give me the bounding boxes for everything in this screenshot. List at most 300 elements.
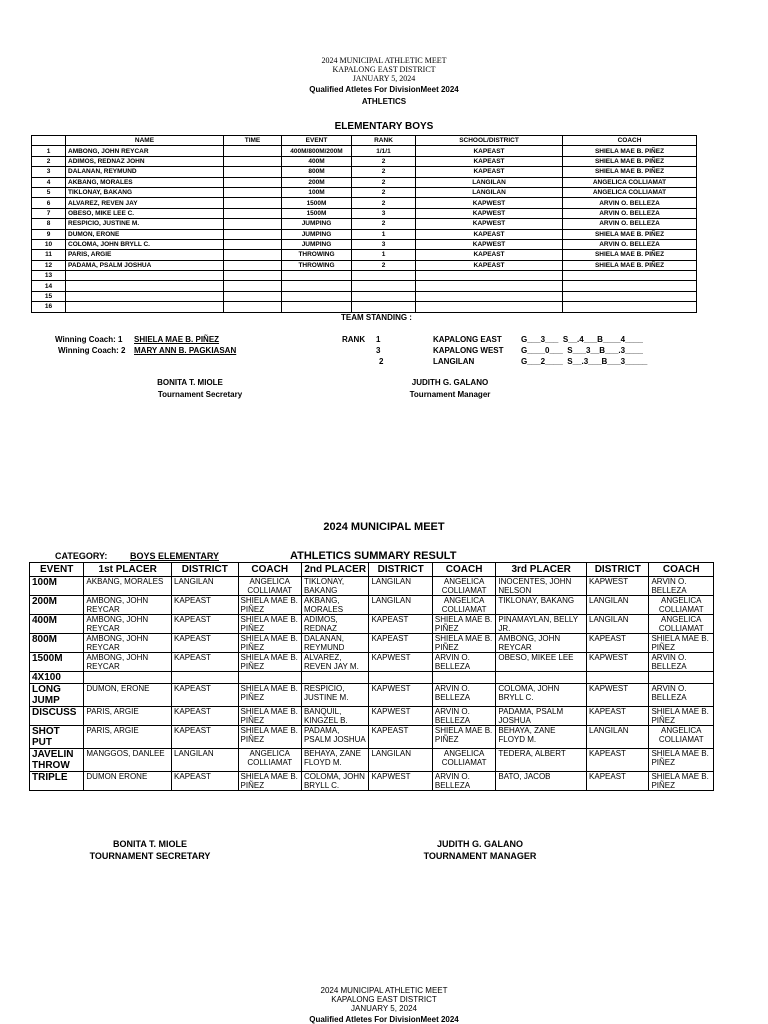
cell-time [224,291,282,301]
cell-school: KAPWEST [416,208,563,218]
cell-d1: LANGILAN [172,749,238,772]
cell-no: 14 [32,281,66,291]
cell-name [66,271,224,281]
cell-time [224,187,282,197]
cell-p1: DUMON, ERONE [84,684,172,707]
cell-rank: 3 [352,239,416,249]
cell-coach [563,302,697,312]
cell-rank: 2 [352,219,416,229]
cell-coach: ARVIN O. BELLEZA [563,198,697,208]
cell-rank: 2 [352,167,416,177]
cell-d3: KAPEAST [587,707,649,726]
column-header: DISTRICT [587,563,649,577]
cell-time [224,198,282,208]
cell-time [224,229,282,239]
cell-name: PADAMA, PSALM JOSHUA [66,260,224,270]
cell-coach: SHIELA MAE B. PIÑEZ [563,250,697,260]
cell-event: 1500M [30,653,84,672]
cell-c1: SHIELA MAE B. PIÑEZ [238,653,301,672]
cell-p3: PADAMA, PSALM JOSHUA [496,707,587,726]
cell-d3 [587,672,649,684]
cell-c1: SHIELA MAE B. PIÑEZ [238,772,301,791]
cell-name: TIKLONAY, BAKANG [66,187,224,197]
summary-secretary-name: BONITA T. MIOLE [113,839,187,849]
cell-name: OBESO, MIKE LEE C. [66,208,224,218]
cell-c2: ANGELICA COLLIAMAT [432,577,495,596]
cell-p2: TIKLONAY, BAKANG [301,577,368,596]
summary-header-row [30,563,714,577]
cell-event: JUMPING [282,219,352,229]
cell-event: TRIPLE [30,772,84,791]
footer-line-2: KAPALONG EAST DISTRICT [331,995,437,1004]
section1-title: ELEMENTARY BOYS [334,121,434,132]
column-header: 1st PLACER [84,563,172,577]
cell-event: 1500M [282,198,352,208]
summary-secretary-title: TOURNAMENT SECRETARY [89,851,211,861]
column-header: COACH [649,563,714,577]
cell-rank: 2 [352,187,416,197]
cell-coach: ARVIN O. BELLEZA [563,208,697,218]
cell-no: 1 [32,146,66,156]
cell-rank [352,291,416,301]
cell-event: 800M [30,634,84,653]
table-row [32,260,697,270]
cell-p1: PARIS, ARGIE [84,726,172,749]
column-header: NAME [66,136,224,146]
header-line-5: ATHLETICS [361,97,407,106]
section2-subtitle: ATHLETICS SUMMARY RESULT [290,550,457,562]
cell-school: KAPEAST [416,260,563,270]
cell-p1: AKBANG, MORALES [84,577,172,596]
table-row [32,198,697,208]
cell-event: SHOT PUT [30,726,84,749]
cell-coach: SHIELA MAE B. PIÑEZ [563,167,697,177]
cell-p1: MANGGOS, DANLEE [84,749,172,772]
cell-no: 16 [32,302,66,312]
table-row [30,749,714,772]
cell-school [416,291,563,301]
cell-name: RESPICIO, JUSTINE M. [66,219,224,229]
cell-c3: SHIELA MAE B. PIÑEZ [649,772,714,791]
table-row [30,653,714,672]
cell-d3: KAPWEST [587,653,649,672]
cell-school: LANGILAN [416,177,563,187]
rank-label: RANK [342,335,366,344]
cell-rank: 1/1/1 [352,146,416,156]
cell-p3: TEDERA, ALBERT [496,749,587,772]
winning-coach-2: MARY ANN B. PAGKIASAN [134,346,237,355]
cell-c1: SHIELA MAE B. PIÑEZ [238,615,301,634]
cell-c1: SHIELA MAE B. PIÑEZ [238,707,301,726]
cell-name [66,302,224,312]
cell-d2: LANGILAN [369,596,432,615]
standing-team: KAPALONG WEST [433,346,504,355]
cell-p2: PADAMA, PSALM JOSHUA [301,726,368,749]
cell-p3: TIKLONAY, BAKANG [496,596,587,615]
footer-line-4: Qualified Atletes For DivisionMeet 2024 [309,1015,459,1024]
column-header-no [32,136,66,146]
cell-school [416,271,563,281]
cell-time [224,177,282,187]
cell-c1: SHIELA MAE B. PIÑEZ [238,684,301,707]
cell-coach: SHIELA MAE B. PIÑEZ [563,229,697,239]
cell-event [282,271,352,281]
cell-no: 10 [32,239,66,249]
cell-p1: AMBONG, JOHN REYCAR [84,596,172,615]
cell-c1 [238,672,301,684]
cell-no: 5 [32,187,66,197]
cell-c2: ARVIN O. BELLEZA [432,707,495,726]
manager-title: Tournament Manager [409,390,491,399]
cell-school: KAPEAST [416,146,563,156]
cell-rank: 2 [352,198,416,208]
table-row [32,177,697,187]
standing-medals: G___2____ S__.3___B___3_____ [521,357,648,366]
cell-d3: LANGILAN [587,596,649,615]
footer-line-3: JANUARY 5, 2024 [351,1004,417,1013]
cell-event: 800M [282,167,352,177]
cell-rank [352,271,416,281]
cell-p1: AMBONG, JOHN REYCAR [84,634,172,653]
cell-p2: AKBANG, MORALES [301,596,368,615]
table-row [32,250,697,260]
table-row [30,772,714,791]
cell-c2 [432,672,495,684]
cell-d2: KAPEAST [369,726,432,749]
cell-d3: KAPEAST [587,772,649,791]
cell-p1: AMBONG, JOHN REYCAR [84,653,172,672]
cell-school: KAPWEST [416,239,563,249]
summary-manager-title: TOURNAMENT MANAGER [423,851,537,861]
cell-name: AMBONG, JOHN REYCAR [66,146,224,156]
cell-no: 8 [32,219,66,229]
cell-name [66,291,224,301]
cell-name: DALANAN, REYMUND [66,167,224,177]
cell-school [416,302,563,312]
column-header: COACH [238,563,301,577]
cell-c2: ARVIN O. BELLEZA [432,684,495,707]
cell-d2: KAPEAST [369,634,432,653]
cell-name: COLOMA, JOHN BRYLL C. [66,239,224,249]
cell-school: KAPEAST [416,167,563,177]
standing-medals: G___3___ S__.4___B____4____ [521,335,643,344]
summary-result-table [29,562,714,791]
column-header: SCHOOL/DISTRICT [416,136,563,146]
cell-no: 7 [32,208,66,218]
cell-coach: SHIELA MAE B. PIÑEZ [563,156,697,166]
cell-school [416,281,563,291]
cell-coach [563,291,697,301]
cell-c3: ARVIN O. BELLEZA [649,684,714,707]
cell-d1: KAPEAST [172,596,238,615]
cell-d1: KAPEAST [172,726,238,749]
column-header: DISTRICT [172,563,238,577]
winning-coach-1-label: Winning Coach: 1 [55,335,123,344]
cell-c3: SHIELA MAE B. PIÑEZ [649,634,714,653]
cell-rank: 1 [352,250,416,260]
cell-no: 4 [32,177,66,187]
cell-d2: KAPWEST [369,653,432,672]
table-row [30,684,714,707]
cell-time [224,260,282,270]
cell-school: KAPWEST [416,198,563,208]
cell-coach: ARVIN O. BELLEZA [563,219,697,229]
table-row [32,146,697,156]
cell-school: KAPWEST [416,219,563,229]
cell-p2: ALVAREZ, REVEN JAY M. [301,653,368,672]
cell-d2: LANGILAN [369,577,432,596]
cell-coach: SHIELA MAE B. PIÑEZ [563,146,697,156]
cell-c3: SHIELA MAE B. PIÑEZ [649,707,714,726]
cell-event: 400M [282,156,352,166]
cell-no: 11 [32,250,66,260]
table-row [30,615,714,634]
cell-d1: KAPEAST [172,684,238,707]
cell-c2: SHIELA MAE B. PIÑEZ [432,615,495,634]
cell-time [224,146,282,156]
cell-d2: LANGILAN [369,749,432,772]
cell-event [282,302,352,312]
cell-event: 400M [30,615,84,634]
column-header: 2nd PLACER [301,563,368,577]
cell-c3: ARVIN O. BELLEZA [649,577,714,596]
cell-name: DUMON, ERONE [66,229,224,239]
cell-rank: 2 [352,156,416,166]
cell-p1: PARIS, ARGIE [84,707,172,726]
cell-name: PARIS, ARGIE [66,250,224,260]
cell-d1: KAPEAST [172,707,238,726]
column-header: COACH [563,136,697,146]
table-row [32,187,697,197]
cell-p2: BEHAYA, ZANE FLOYD M. [301,749,368,772]
table-row [30,634,714,653]
cell-d1: KAPEAST [172,772,238,791]
cell-coach [563,271,697,281]
cell-p1: AMBONG, JOHN REYCAR [84,615,172,634]
winning-coach-2-label: Winning Coach: 2 [58,346,126,355]
column-header: RANK [352,136,416,146]
cell-no: 6 [32,198,66,208]
cell-d1: KAPEAST [172,615,238,634]
cell-c3: ARVIN O. BELLEZA [649,653,714,672]
table-row [30,596,714,615]
cell-rank: 1 [352,229,416,239]
cell-d2 [369,672,432,684]
cell-c1: SHIELA MAE B. PIÑEZ [238,596,301,615]
table-row [32,229,697,239]
cell-rank: 3 [352,208,416,218]
table-row [30,577,714,596]
qualified-athletes-table [31,135,697,313]
cell-c1: ANGELICA COLLIAMAT [238,749,301,772]
header-line-1: 2024 MUNICIPAL ATHLETIC MEET [321,56,447,65]
cell-event: JUMPING [282,239,352,249]
cell-p1: DUMON ERONE [84,772,172,791]
cell-d2: KAPEAST [369,615,432,634]
cell-no: 9 [32,229,66,239]
table-row [32,291,697,301]
cell-d1: KAPEAST [172,634,238,653]
cell-coach: ARVIN O. BELLEZA [563,239,697,249]
column-header: EVENT [30,563,84,577]
cell-c2: ARVIN O. BELLEZA [432,772,495,791]
cell-time [224,167,282,177]
cell-event: JAVELIN THROW [30,749,84,772]
cell-d3: KAPEAST [587,749,649,772]
cell-p3: BATO, JACOB [496,772,587,791]
cell-time [224,208,282,218]
cell-school: KAPEAST [416,156,563,166]
cell-p2: DALANAN, REYMUND [301,634,368,653]
cell-p3: INOCENTES, JOHN NELSON [496,577,587,596]
cell-no: 13 [32,271,66,281]
cell-p3 [496,672,587,684]
cell-p1 [84,672,172,684]
table-header-row [32,136,697,146]
standing-rank: 1 [376,335,381,344]
cell-time [224,219,282,229]
standing-medals: G____0___ S___3__B___.3____ [521,346,643,355]
cell-event: 100M [30,577,84,596]
cell-school: KAPEAST [416,229,563,239]
table-row [32,219,697,229]
cell-d2: KAPWEST [369,772,432,791]
cell-d1 [172,672,238,684]
cell-p3: PINAMAYLAN, BELLY JR. [496,615,587,634]
cell-name: ALVAREZ, REVEN JAY [66,198,224,208]
cell-name: ADIMOS, REDNAZ JOHN [66,156,224,166]
cell-p2: BANQUIL, KINGZEL B. [301,707,368,726]
cell-no: 15 [32,291,66,301]
standing-team: KAPALONG EAST [433,335,502,344]
table-row [32,156,697,166]
cell-time [224,156,282,166]
column-header: 3rd PLACER [496,563,587,577]
cell-c1: SHIELA MAE B. PIÑEZ [238,726,301,749]
cell-d3: KAPEAST [587,634,649,653]
section2-title: 2024 MUNICIPAL MEET [323,521,445,533]
cell-event: 400M/800M/200M [282,146,352,156]
cell-c2: ANGELICA COLLIAMAT [432,749,495,772]
cell-p3: COLOMA, JOHN BRYLL C. [496,684,587,707]
cell-d3: LANGILAN [587,726,649,749]
column-header: DISTRICT [369,563,432,577]
column-header: TIME [224,136,282,146]
header-line-2: KAPALONG EAST DISTRICT [332,65,436,74]
cell-event [282,291,352,301]
cell-event [282,281,352,291]
cell-p3: AMBONG, JOHN REYCAR [496,634,587,653]
cell-rank [352,281,416,291]
table-row [32,208,697,218]
manager-name: JUDITH G. GALANO [411,378,489,387]
cell-time [224,302,282,312]
cell-rank: 2 [352,177,416,187]
cell-event: LONG JUMP [30,684,84,707]
summary-manager-name: JUDITH G. GALANO [436,839,523,849]
cell-c2: ANGELICA COLLIAMAT [432,596,495,615]
cell-coach: SHIELA MAE B. PIÑEZ [563,260,697,270]
cell-c3: SHIELA MAE B. PIÑEZ [649,749,714,772]
cell-p2: RESPICIO, JUSTINE M. [301,684,368,707]
winning-coach-1: SHIELA MAE B. PIÑEZ [134,335,220,344]
cell-event: THROWING [282,250,352,260]
cell-event: 200M [30,596,84,615]
cell-event: 4X100 [30,672,84,684]
cell-c1: ANGELICA COLLIAMAT [238,577,301,596]
cell-name: AKBANG, MORALES [66,177,224,187]
cell-event: 1500M [282,208,352,218]
category-label: CATEGORY: [55,551,108,561]
cell-time [224,239,282,249]
column-header: COACH [432,563,495,577]
cell-c2: SHIELA MAE B. PIÑEZ [432,726,495,749]
cell-event: THROWING [282,260,352,270]
cell-p2: ADIMOS, REDNAZ [301,615,368,634]
cell-no: 2 [32,156,66,166]
footer-line-1: 2024 MUNICIPAL ATHLETIC MEET [320,986,448,995]
table-row [32,281,697,291]
cell-name [66,281,224,291]
cell-time [224,250,282,260]
cell-d3: LANGILAN [587,615,649,634]
cell-rank: 2 [352,260,416,270]
cell-c3: ANGELICA COLLIAMAT [649,726,714,749]
category-value: BOYS ELEMENTARY [130,551,220,561]
table-row [32,167,697,177]
standing-rank: 2 [379,357,384,366]
cell-event: 200M [282,177,352,187]
cell-c2: ARVIN O. BELLEZA [432,653,495,672]
column-header: EVENT [282,136,352,146]
cell-c1: SHIELA MAE B. PIÑEZ [238,634,301,653]
secretary-title: Tournament Secretary [157,390,243,399]
table-row [30,707,714,726]
cell-no: 12 [32,260,66,270]
cell-c2: SHIELA MAE B. PIÑEZ [432,634,495,653]
standing-team: LANGILAN [433,357,475,366]
table-row [30,672,714,684]
cell-p3: OBESO, MIKEE LEE [496,653,587,672]
header-line-4: Qualified Atletes For DivisionMeet 2024 [309,85,459,94]
cell-p2: COLOMA, JOHN BRYLL C. [301,772,368,791]
cell-p2 [301,672,368,684]
cell-event: DISCUSS [30,707,84,726]
cell-time [224,271,282,281]
cell-event: JUMPING [282,229,352,239]
cell-c3: ANGELICA COLLIAMAT [649,596,714,615]
cell-d2: KAPWEST [369,684,432,707]
standing-rank: 3 [376,346,381,355]
cell-coach: ANGELICA COLLIAMAT [563,177,697,187]
table-row [30,726,714,749]
team-standing-label: TEAM STANDING : [341,313,412,322]
cell-d3: KAPWEST [587,684,649,707]
secretary-name: BONITA T. MIOLE [157,378,223,387]
cell-c3 [649,672,714,684]
cell-c3: ANGELICA COLLIAMAT [649,615,714,634]
cell-d3: KAPWEST [587,577,649,596]
cell-d2: KAPWEST [369,707,432,726]
cell-school: KAPEAST [416,250,563,260]
cell-coach: ANGELICA COLLIAMAT [563,187,697,197]
cell-school: LANGILAN [416,187,563,197]
table-row [32,271,697,281]
cell-d1: KAPEAST [172,653,238,672]
cell-no: 3 [32,167,66,177]
table-row [32,239,697,249]
cell-p3: BEHAYA, ZANE FLOYD M. [496,726,587,749]
